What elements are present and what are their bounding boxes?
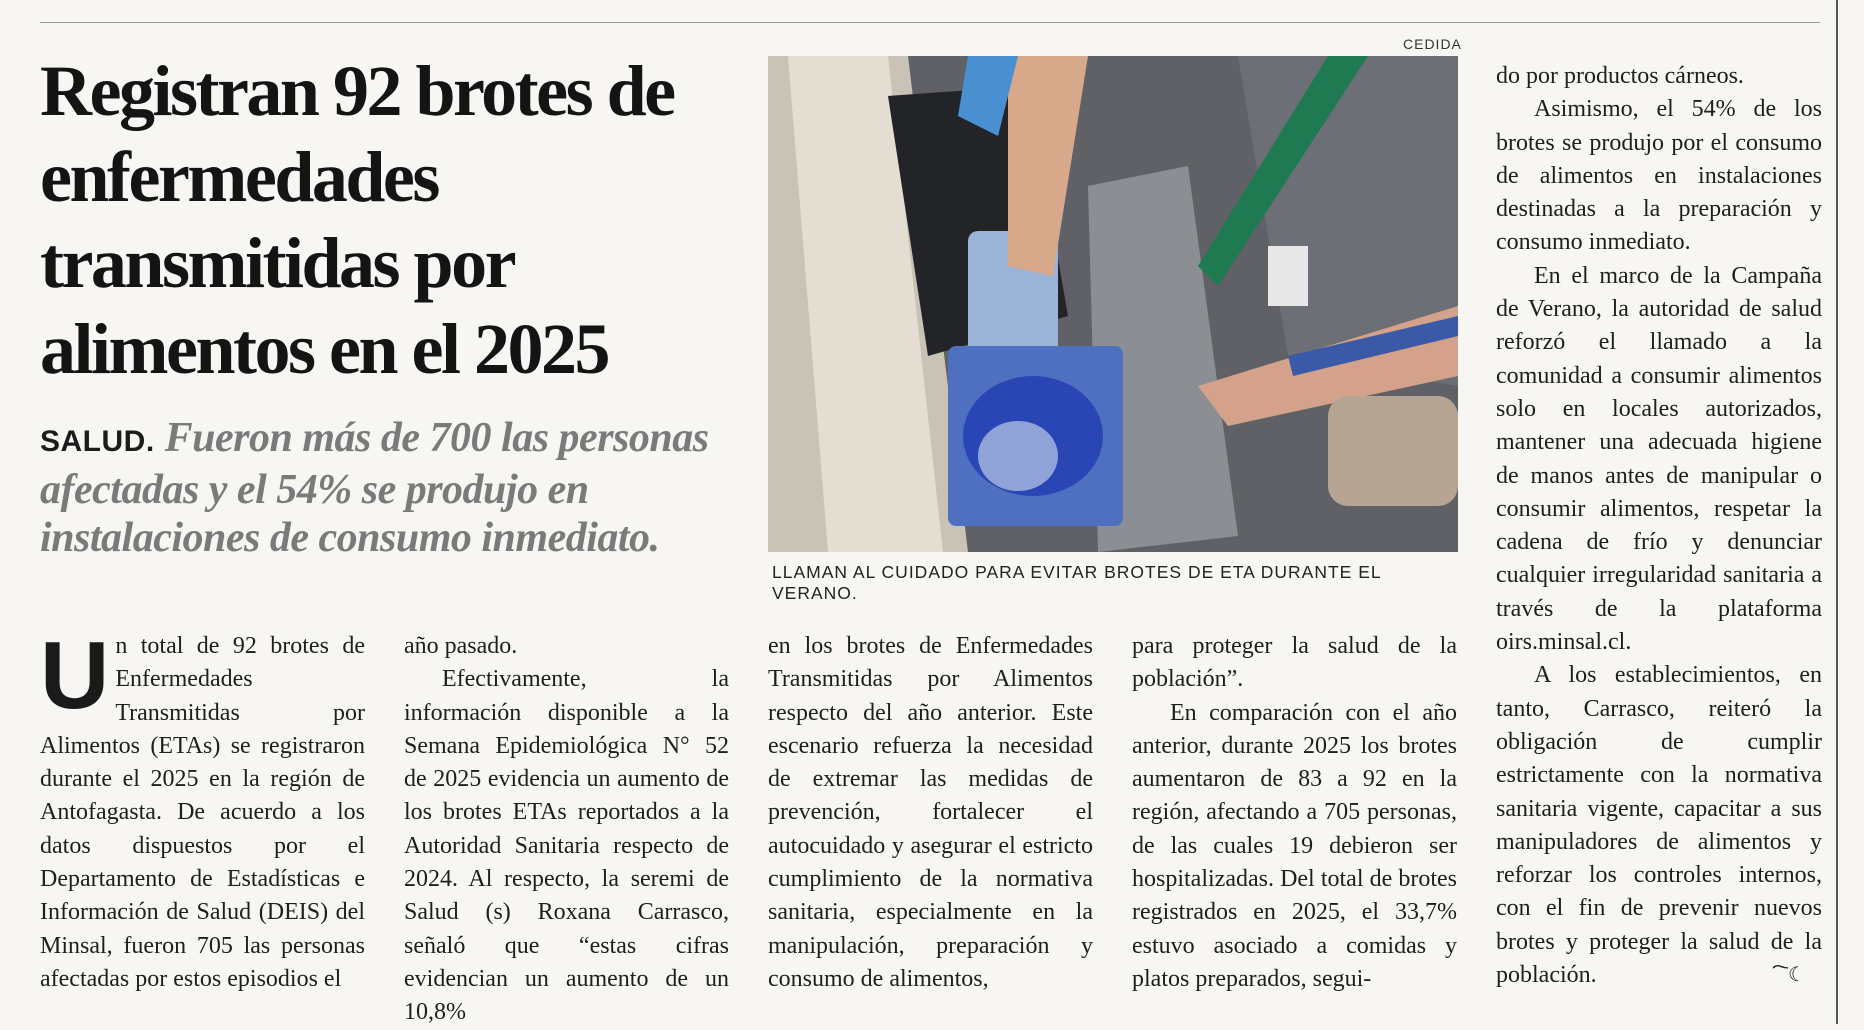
subhead <box>40 414 740 562</box>
end-of-article-icon: ҇☾ <box>1788 962 1806 986</box>
page-edge-rule <box>1836 0 1838 1024</box>
body-paragraph: Efectivamente, la información disponible a la Semana Epidemiológica N° 52 de 2025 evidencia un aumento de los brotes ETAs reportados a la Autoridad Sanitaria respecto de 2024. Al respecto, la seremi de Salud (s) Roxana Carrasco, señaló que “estas cifras evidencian un aumento de un 10,8% <box>404 666 729 1026</box>
top-rule <box>40 22 1820 23</box>
body-column-5 <box>1496 60 1822 992</box>
headline: Registran 92 brotes de enfermedades transmitidas por alimentos en el 2025 <box>40 51 674 389</box>
body-paragraph: En comparación con el año anterior, durante 2025 los brotes aumentaron de 83 a 92 en la región, afectando a 705 personas, de las cuales 19 debieron ser hospitalizadas. Del total de brotes registrados en 2025, el 33,7% estuvo asociado a comidas y platos preparados, segui- <box>1132 699 1457 992</box>
article-photo <box>768 56 1458 552</box>
body-paragraph: En el marco de la Campaña de Verano, la autoridad de salud reforzó el llamado a la comunidad a consumir alimentos solo en locales autorizados, mantener una adecuada higiene de manos antes de manipular o consumir alimentos, respetar la cadena de frío y denunciar cualquier irregularidad sanitaria a través de la plataforma oirs.minsal.cl. <box>1496 262 1822 656</box>
body-paragraph: n total de 92 brotes de Enfermedades Transmitidas por Alimentos (ETAs) se registraron durante el 2025 en la región de Antofagasta. De acuerdo a los datos dispuestos por el Departamento de Estadísticas e Información de Salud (DEIS) del Minsal, fueron 705 las personas afectadas por estos episodios el <box>40 633 365 992</box>
body-column-3 <box>768 630 1093 996</box>
body-column-2 <box>404 630 729 1030</box>
body-paragraph: do por productos cárneos. <box>1496 63 1744 89</box>
photo-illustration <box>768 56 1458 552</box>
body-paragraph: para proteger la salud de la población”. <box>1132 633 1457 693</box>
photo-credit: CEDIDA <box>1403 36 1462 52</box>
drop-cap: U <box>40 622 110 729</box>
body-paragraph: Asimismo, el 54% de los brotes se produjo por el consumo de alimentos en instalaciones destinadas a la preparación y consumo inmediato. <box>1496 96 1822 256</box>
body-column-4 <box>1132 630 1457 996</box>
body-paragraph: en los brotes de Enfermedades Transmitidas por Alimentos respecto del año anterior. Este escenario refuerza la necesidad de extremar las medidas de prevención, fortalecer el autocuidado y asegurar el estricto cumplimiento de la normativa sanitaria, especialmente en la manipulación, preparación y consumo de alimentos, <box>768 633 1093 992</box>
photo-caption: LLAMAN AL CUIDADO PARA EVITAR BROTES DE ETA DURANTE EL VERANO. <box>772 562 1381 603</box>
subhead-kicker: SALUD. <box>40 425 155 458</box>
body-paragraph: A los establecimientos, en tanto, Carrasco, reiteró la obligación de cumplir estrictamente con la normativa sanitaria vigente, capacitar a sus manipuladores de alimentos y reforzar los controles internos, con el fin de prevenir nuevos brotes y proteger la salud de la población. <box>1496 662 1822 989</box>
body-paragraph: año pasado. <box>404 633 518 659</box>
subhead-text: Fueron más de 700 las personas afectadas y el 54% se produjo en instalaciones de consumo inmediato. <box>40 415 709 561</box>
body-column-1 <box>40 622 365 996</box>
